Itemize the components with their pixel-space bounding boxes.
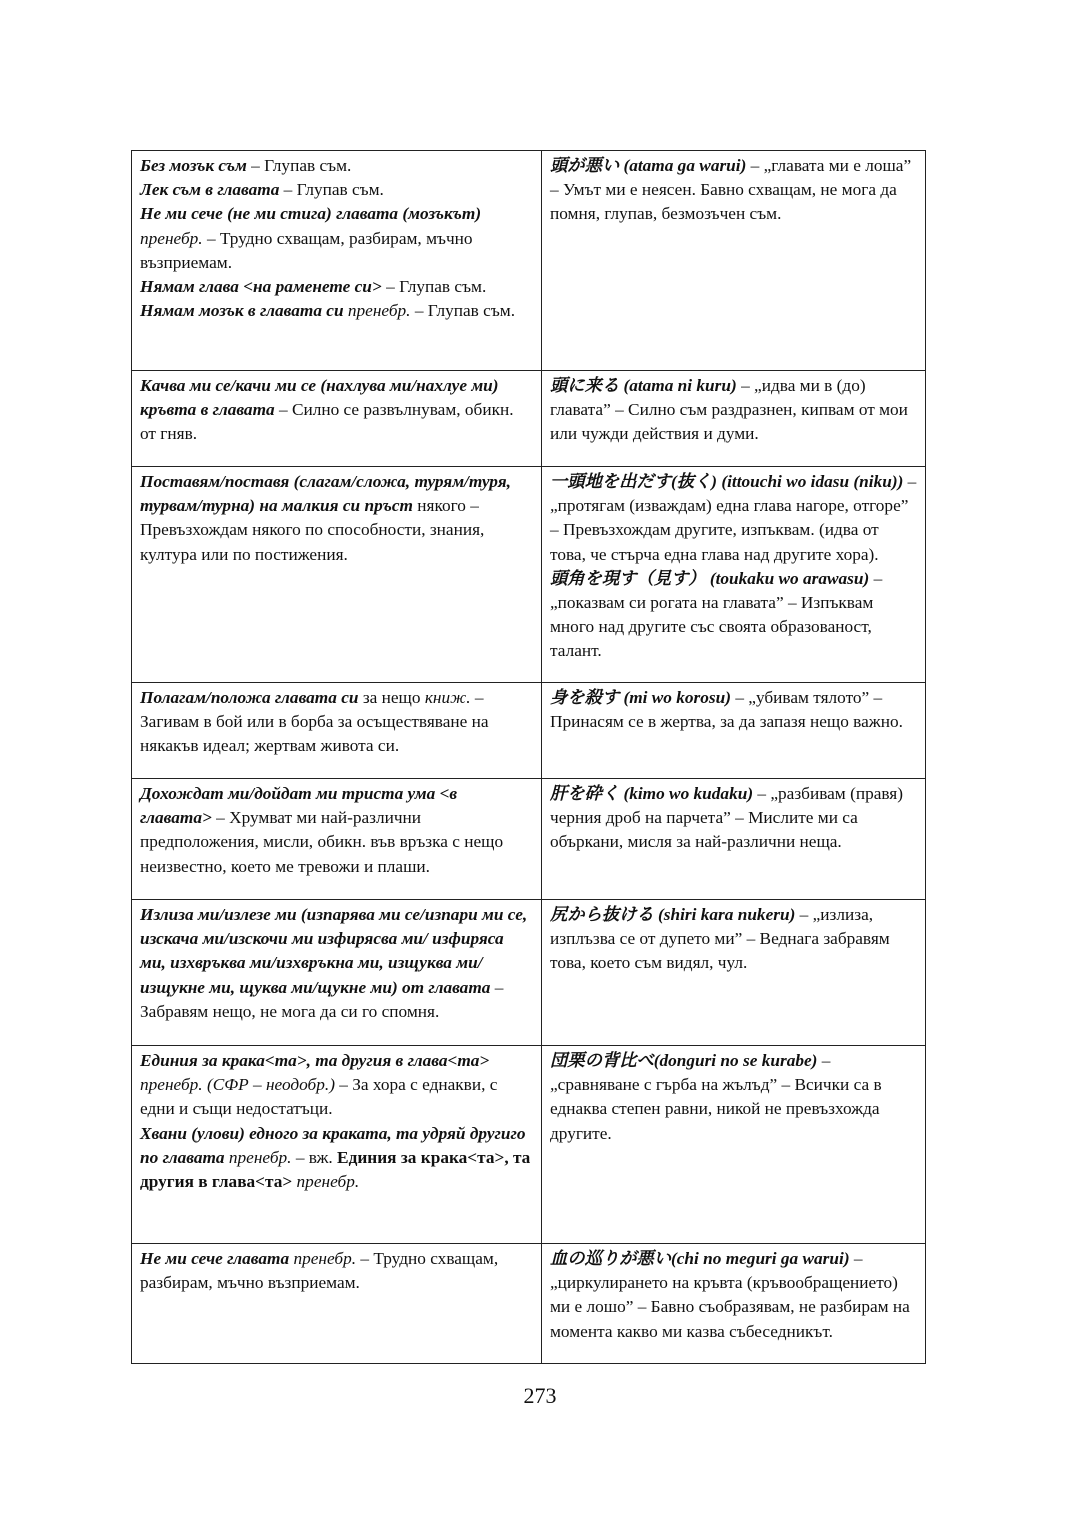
left-paragraph xyxy=(140,1049,533,1122)
definition-text: – „сравняване с гърба на жълъд” – Всички са в еднаква степен равни, никой не превъзхожда другите. xyxy=(550,1051,882,1143)
definition-text: – Глупав съм. xyxy=(410,301,516,321)
idiom-term: 頭角を現す（見す） (toukaku wo arawasu) xyxy=(550,568,870,588)
definition-text: – „убивам тялото” – Принасям се в жертва, за да запазя нещо важно. xyxy=(550,688,903,732)
definition-text: – „разбивам (правя) черния дроб на парчета” – Мислите ми са объркани, мисля за най-различни неща. xyxy=(550,784,904,852)
definition-text: – Забравям нещо, не мога да си го спомня. xyxy=(140,977,504,1021)
left-paragraph xyxy=(140,470,533,567)
definition-text: – Загивам в бой или в борба за осъществяване на някакъв идеал; жертвам живота си. xyxy=(140,688,489,756)
table-row xyxy=(132,151,926,371)
usage-label: пренебр. xyxy=(224,1147,292,1167)
definition-text: за нещо xyxy=(358,688,425,707)
idiom-term: Дохождат ми/дойдат ми триста ума <в главата> xyxy=(140,784,458,828)
idiom-term: Не ми сече главата xyxy=(140,1249,290,1268)
definition-text: – За хора с еднакви, с едни и същи недостатъци. xyxy=(140,1075,498,1119)
japanese-idiom-cell xyxy=(542,1244,926,1364)
left-paragraph xyxy=(140,178,533,202)
usage-label: пренебр. (СФР – неодобр.) xyxy=(140,1075,335,1095)
table-row xyxy=(132,900,926,1046)
bulgarian-idiom-cell xyxy=(132,779,542,900)
right-paragraph xyxy=(550,1247,917,1344)
definition-text: – „показвам си рогата на главата” – Изпъквам много над другите със своята образованост, талант. xyxy=(550,568,883,661)
idiom-term: 血の巡りが悪い(chi no meguri ga warui) xyxy=(550,1249,850,1268)
right-paragraph xyxy=(550,903,917,976)
right-paragraph xyxy=(550,1049,917,1146)
japanese-idiom-cell xyxy=(542,900,926,1046)
left-paragraph xyxy=(140,686,533,759)
usage-label: пренебр. xyxy=(292,1172,360,1192)
definition-text: – „идва ми в (до) главата” – Силно съм раздразнен, кипвам от мои или чужди действия и думи. xyxy=(550,376,908,444)
right-paragraph xyxy=(550,686,917,734)
right-paragraph xyxy=(550,470,917,567)
idiom-term: Полагам/положа главата си xyxy=(140,688,359,707)
right-paragraph xyxy=(550,154,917,227)
table-row xyxy=(132,683,926,779)
page-number: 273 xyxy=(523,1383,557,1408)
idiom-term: Единия за крака<та>, та другия в глава<та> xyxy=(140,1051,490,1070)
definition-text: – „главата ми е лоша” – Умът ми е неясен. Бавно схващам, не мога да помня, глупав, безмозъчен съм. xyxy=(550,156,912,224)
idiom-term: Не ми сече (не ми стига) главата (мозъкът) xyxy=(140,204,482,224)
japanese-idiom-cell xyxy=(542,683,926,779)
table-row xyxy=(132,1244,926,1364)
idiom-term: Лек съм в главата xyxy=(140,180,280,200)
idiom-term: 身を殺す (mi wo korosu) xyxy=(550,688,731,707)
left-paragraph xyxy=(140,903,533,1024)
idiom-term: 一頭地を出だす(抜く) (ittouchi wo idasu (niku)) xyxy=(550,472,904,491)
idiom-term: 尻から抜ける (shiri kara nukeru) xyxy=(550,905,796,924)
right-paragraph xyxy=(550,567,917,664)
japanese-idiom-cell xyxy=(542,151,926,371)
idiom-term: 肝を砕く (kimo wo kudaku) xyxy=(550,784,754,803)
idiom-term: Единия за крака<та>, та другия в глава<та> xyxy=(140,1147,531,1192)
usage-label: книж. xyxy=(424,688,471,707)
usage-label: пренебр. xyxy=(289,1249,357,1268)
definition-text: – Силно се развълнувам, обикн. от гняв. xyxy=(140,400,514,444)
left-paragraph xyxy=(140,1247,533,1295)
left-paragraph xyxy=(140,202,533,275)
idiom-term: Качва ми се/качи ми се (нахлува ми/нахлуе ми) кръвта в главата xyxy=(140,376,499,420)
idiom-term: Без мозък съм xyxy=(140,156,247,175)
left-paragraph xyxy=(140,374,533,447)
bulgarian-idiom-cell xyxy=(132,900,542,1046)
idiom-term: 頭に来る (atama ni kuru) xyxy=(550,376,737,395)
left-paragraph xyxy=(140,782,533,879)
idiom-term: Нямам мозък в главата си xyxy=(140,301,344,321)
bulgarian-idiom-cell xyxy=(132,683,542,779)
idiom-term: 頭が悪い (atama ga warui) xyxy=(550,156,747,175)
usage-label: пренебр. xyxy=(140,228,203,248)
japanese-idiom-cell xyxy=(542,371,926,467)
idiom-term: Поставям/поставя (слагам/сложа, турям/туря, турвам/турна) на малкия си пръст xyxy=(140,472,511,516)
definition-text: някого – Превъзхождам някого по способности, знания, култура или по постижения. xyxy=(140,496,485,564)
definition-text: – Глупав съм. xyxy=(246,156,352,175)
definition-text: – Глупав съм. xyxy=(279,180,384,200)
right-paragraph xyxy=(550,782,917,855)
table-row xyxy=(132,371,926,467)
usage-label: пренебр. xyxy=(343,301,411,321)
bulgarian-idiom-cell xyxy=(132,1244,542,1364)
definition-text: – Глупав съм. xyxy=(381,277,487,297)
bulgarian-idiom-cell xyxy=(132,1046,542,1244)
japanese-idiom-cell xyxy=(542,467,926,683)
left-paragraph xyxy=(140,154,533,178)
definition-text: – „циркулирането на кръвта (кръвообращението) ми е лошо” – Бавно съобразявам, не разбирам на момента какво ми казва събеседникът. xyxy=(550,1249,910,1341)
idiom-term: Хвани (улови) едного за краката, та удряй другиго по главата xyxy=(140,1123,526,1167)
left-paragraph xyxy=(140,299,533,323)
definition-text: – Трудно схващам, разбирам, мъчно възприемам. xyxy=(140,228,473,272)
idiom-term: Излиза ми/излезе ми (изпарява ми се/изпари ми се, изскача ми/изскочи ми изфирясва ми/ изфиряса ми, изхвръква ми/изхвръкна ми, изщуква ми/изщукне ми, щуква ми/щукне ми) от главата xyxy=(140,905,528,997)
idiom-term: Нямам глава <на раменете си> xyxy=(140,277,382,297)
phraseology-table xyxy=(131,150,926,1364)
definition-text: – „протягам (изваждам) една глава нагоре, отгоре” – Превъзхождам другите, изпъквам. (идва от това, че стърча една глава над другите хора). xyxy=(550,472,917,564)
japanese-idiom-cell xyxy=(542,779,926,900)
right-paragraph xyxy=(550,374,917,447)
table-row xyxy=(132,779,926,900)
japanese-idiom-cell xyxy=(542,1046,926,1244)
idiom-term: 団栗の背比べ(donguri no se kurabe) xyxy=(550,1051,818,1070)
left-paragraph xyxy=(140,1122,533,1195)
definition-text: – вж. xyxy=(291,1147,338,1167)
table-row xyxy=(132,1046,926,1244)
definition-text: – „излиза, изплъзва се от дупето ми” – Веднага забравям това, което съм видял, чул. xyxy=(550,905,890,973)
bulgarian-idiom-cell xyxy=(132,371,542,467)
definition-text: – Трудно схващам, разбирам, мъчно възприемам. xyxy=(140,1249,499,1293)
table-row xyxy=(132,467,926,683)
definition-text: – Хрумват ми най-различни предположения, мисли, обикн. във връзка с нещо неизвестно, което ме тревожи и плаши. xyxy=(140,808,504,876)
left-paragraph xyxy=(140,275,533,299)
bulgarian-idiom-cell xyxy=(132,151,542,371)
bulgarian-idiom-cell xyxy=(132,467,542,683)
